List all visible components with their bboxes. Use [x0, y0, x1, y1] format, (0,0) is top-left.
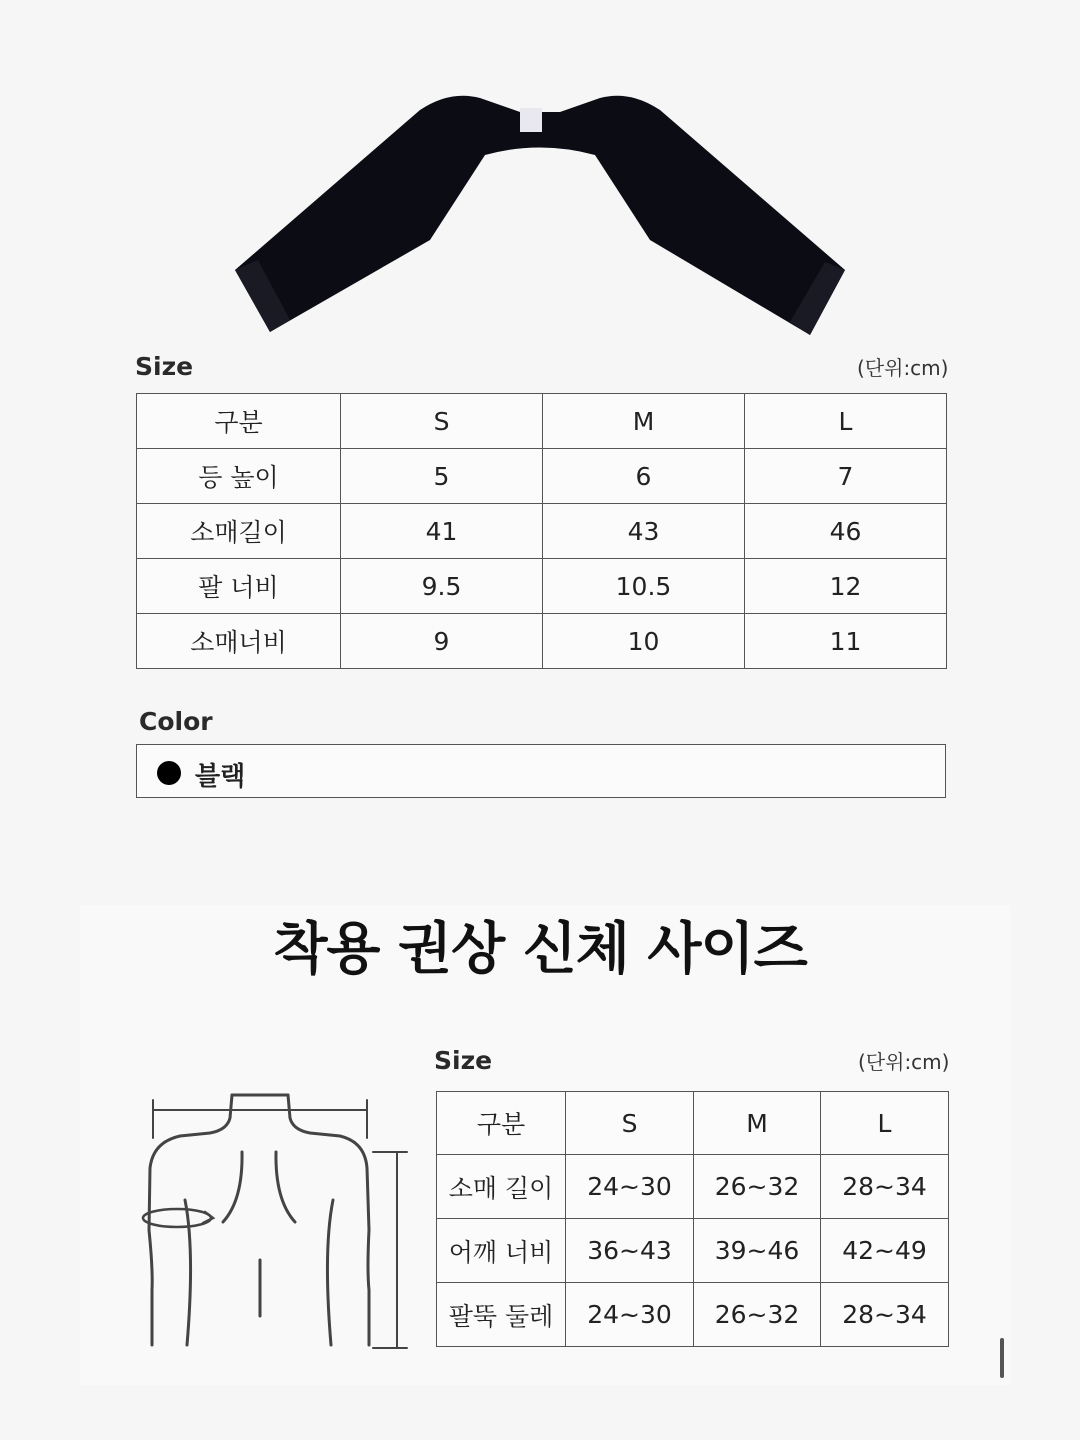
header-cell: 구분 [437, 1092, 566, 1155]
table-cell: 26~32 [694, 1155, 821, 1219]
table-cell: 5 [341, 449, 543, 504]
table-header-row [437, 1092, 949, 1155]
recommended-size-table [436, 1091, 949, 1347]
arm-shaper-product-image [220, 70, 860, 350]
recommended-unit-label: (단위:cm) [858, 1050, 950, 1074]
table-cell: 9 [341, 614, 543, 669]
product-size-table [136, 393, 947, 669]
row-label: 등 높이 [137, 449, 341, 504]
table-cell: 12 [745, 559, 947, 614]
table-cell: 42~49 [821, 1219, 949, 1283]
row-label: 소매길이 [137, 504, 341, 559]
table-cell: 28~34 [821, 1283, 949, 1347]
table-cell: 11 [745, 614, 947, 669]
table-row [437, 1155, 949, 1219]
table-cell: 43 [543, 504, 745, 559]
table-cell: 28~34 [821, 1155, 949, 1219]
row-label: 어깨 너비 [437, 1219, 566, 1283]
table-row [137, 559, 947, 614]
table-row [437, 1283, 949, 1347]
table-cell: 7 [745, 449, 947, 504]
recommended-size-title: 착용 권상 신체 사이즈 [273, 917, 807, 982]
body-measurement-diagram [135, 1090, 420, 1355]
color-option-box [136, 744, 946, 798]
header-cell: L [745, 394, 947, 449]
header-cell: S [566, 1092, 694, 1155]
table-header-row [137, 394, 947, 449]
table-row [137, 504, 947, 559]
row-label: 팔뚝 둘레 [437, 1283, 566, 1347]
table-cell: 24~30 [566, 1155, 694, 1219]
table-cell: 39~46 [694, 1219, 821, 1283]
recommended-size-label: Size [434, 1046, 493, 1075]
color-name: 블랙 [195, 762, 246, 792]
header-cell: 구분 [137, 394, 341, 449]
black-swatch-icon [157, 761, 181, 785]
table-cell: 36~43 [566, 1219, 694, 1283]
unit-label: (단위:cm) [857, 356, 949, 380]
table-cell: 41 [341, 504, 543, 559]
table-row [137, 614, 947, 669]
table-row [437, 1219, 949, 1283]
table-cell: 46 [745, 504, 947, 559]
table-cell: 6 [543, 449, 745, 504]
row-label: 팔 너비 [137, 559, 341, 614]
row-label: 소매 길이 [437, 1155, 566, 1219]
header-cell: S [341, 394, 543, 449]
table-row [137, 449, 947, 504]
table-cell: 10 [543, 614, 745, 669]
header-cell: M [694, 1092, 821, 1155]
header-cell: L [821, 1092, 949, 1155]
color-label: Color [139, 707, 213, 736]
table-cell: 24~30 [566, 1283, 694, 1347]
table-cell: 10.5 [543, 559, 745, 614]
size-label: Size [135, 352, 194, 381]
scrollbar[interactable] [1000, 1338, 1004, 1378]
row-label: 소매너비 [137, 614, 341, 669]
table-cell: 26~32 [694, 1283, 821, 1347]
header-cell: M [543, 394, 745, 449]
table-cell: 9.5 [341, 559, 543, 614]
